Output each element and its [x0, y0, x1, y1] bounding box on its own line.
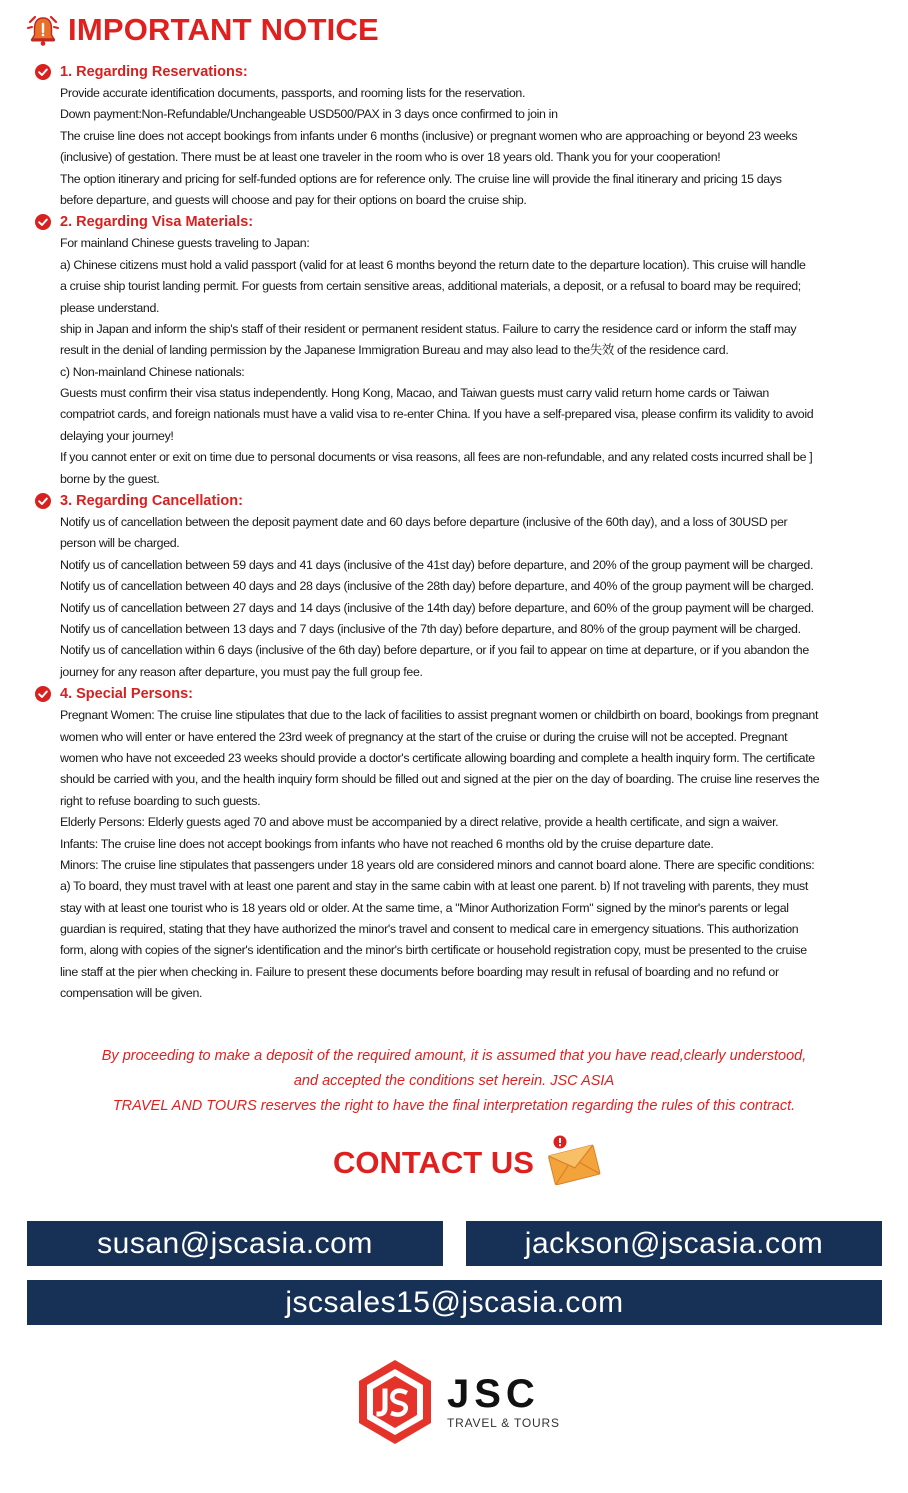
- section-title: 2. Regarding Visa Materials:: [60, 214, 254, 231]
- text-line: Notify us of cancellation between 27 days and 14 days (inclusive of the 14th day) before departure, and 60% of the group payment will be charged.: [60, 600, 814, 615]
- closing-line: By proceeding to make a deposit of the required amount, it is assumed that you have read,clearly understood,: [101, 1048, 807, 1064]
- check-circle-icon: [35, 493, 51, 509]
- text-line: If you cannot enter or exit on time due to personal documents or visa reasons, all fees are non-refundable, and any related costs incurred shall be ]: [60, 450, 813, 465]
- email-jackson[interactable]: jackson@jscasia.com: [466, 1221, 882, 1266]
- section-title: 1. Regarding Reservations:: [60, 64, 248, 80]
- text-line: delaying your journey!: [60, 428, 174, 443]
- section-title: 4. Special Persons:: [60, 686, 193, 703]
- text-line: compensation will be given.: [60, 986, 203, 1001]
- text-line: Notify us of cancellation between the deposit payment date and 60 days before departure (inclusive of the 60th day), and a loss of 30USD per: [60, 515, 788, 530]
- text-line: c) Non-mainland Chinese nationals:: [60, 364, 245, 379]
- text-line: ship in Japan and inform the ship's staff of their resident or permanent resident status. Failure to carry the residence card or inform the staff may: [60, 321, 797, 336]
- text-line: Pregnant Women: The cruise line stipulates that due to the lack of facilities to assist pregnant women or childbirth on board, bookings from pregnant: [60, 708, 819, 723]
- email-jscsales15[interactable]: jscsales15@jscasia.com: [27, 1280, 882, 1325]
- alarm-bell-icon: [26, 13, 60, 47]
- text-line: a) Chinese citizens must hold a valid passport (valid for at least 6 months beyond the return date to the departure location). This cruise will handle: [60, 257, 806, 272]
- section-heading: [35, 683, 885, 705]
- check-circle-icon: [35, 686, 51, 702]
- text-line: For mainland Chinese guests traveling to Japan:: [60, 236, 310, 251]
- text-line: right to refuse boarding to such guests.: [60, 793, 261, 808]
- section-reservations: [35, 61, 885, 211]
- text-line: women who will enter or have entered the 23rd week of pregnancy at the start of the cruise or during the cruise will not be accepted. Pregnant: [60, 729, 788, 744]
- text-line: (inclusive) of gestation. There must be at least one traveler in the room who is over 18 years old. Thank you for your cooperation!: [60, 150, 721, 165]
- text-line: The cruise line does not accept bookings from infants under 6 months (inclusive) or pregnant women who are approaching or beyond 23 weeks: [60, 128, 798, 143]
- section-title: 3. Regarding Cancellation:: [60, 493, 243, 510]
- company-logo: [355, 1358, 560, 1446]
- text-line: Minors: The cruise line stipulates that passengers under 18 years old are considered minors and cannot board alone. There are specific conditions:: [60, 857, 815, 872]
- text-line: result in the denial of landing permission by the Japanese Immigration Bureau and may also lead to the失效 of the residence card.: [60, 343, 729, 358]
- section-heading: [35, 211, 885, 233]
- text-line: Notify us of cancellation within 6 days (inclusive of the 6th day) before departure, or if you fail to appear on time at departure, or if you abandon the: [60, 643, 809, 658]
- text-line: a) To board, they must travel with at least one parent and stay in the same cabin with at least one parent. b) If not traveling with parents, they must: [60, 879, 808, 894]
- section-heading: [35, 61, 885, 83]
- check-circle-icon: [35, 214, 51, 230]
- text-line: compatriot cards, and foreign nationals must have a valid visa to re-enter China. If you have a self-prepared visa, please confirm its validity to avoid: [60, 407, 814, 422]
- text-line: guardian is required, stating that they have authorized the minor's travel and consent to medical care in emergency situations. This authorization: [60, 922, 799, 937]
- section-visa: [35, 211, 885, 490]
- closing-line: and accepted the conditions set herein. JSC ASIA: [293, 1073, 615, 1089]
- check-circle-icon: [35, 64, 51, 80]
- text-line: Provide accurate identification documents, passports, and rooming lists for the reservation.: [60, 86, 526, 100]
- text-line: Infants: The cruise line does not accept bookings from infants who have not reached 6 months old by the cruise departure date.: [60, 836, 714, 851]
- text-line: should be carried with you, and the health inquiry form should be filled out and signed at the pier on the day of boarding. The cruise line reserves the: [60, 772, 820, 787]
- section-cancellation: [35, 490, 885, 683]
- section-heading: [35, 490, 885, 512]
- text-line: form, along with copies of the signer's identification and the minor's birth certificate or household registration copy, must be presented to the cruise: [60, 943, 807, 958]
- text-line: The option itinerary and pricing for self-funded options are for reference only. The cruise line will provide the final itinerary and pricing 15 days: [60, 171, 782, 186]
- text-line: line staff at the pier when checking in. Failure to present these documents before boarding may result in refusal of boarding and no refund or: [60, 964, 779, 979]
- closing-statement: [0, 1044, 908, 1119]
- text-line: please understand.: [60, 300, 160, 315]
- text-line: stay with at least one tourist who is 18 years old or older. At the same time, a "Minor Authorization Form" signed by the minor's parents or legal: [60, 900, 789, 915]
- text-line: journey for any reason after departure, you must pay the full group fee.: [60, 664, 423, 679]
- text-line: Notify us of cancellation between 40 days and 28 days (inclusive of the 28th day) before departure, and 40% of the group payment will be charged.: [60, 579, 814, 594]
- contact-title: CONTACT US: [333, 1145, 534, 1180]
- closing-line: TRAVEL AND TOURS reserves the right to have the final interpretation regarding the rules of this contract.: [112, 1098, 796, 1114]
- page-title: IMPORTANT NOTICE: [68, 12, 379, 47]
- text-line: Guests must confirm their visa status independently. Hong Kong, Macao, and Taiwan guests must carry valid return home cards or Taiwan: [60, 386, 769, 401]
- text-line: Notify us of cancellation between 59 days and 41 days (inclusive of the 41st day) before departure, and 20% of the group payment will be charged.: [60, 557, 814, 572]
- text-line: Elderly Persons: Elderly guests aged 70 and above must be accompanied by a direct relative, provide a health certificate, and sign a waiver.: [60, 815, 779, 830]
- envelope-icon: [546, 1134, 602, 1186]
- notice-header: [26, 10, 379, 50]
- text-line: person will be charged.: [60, 536, 180, 551]
- jsc-hexagon-logo-icon: [355, 1358, 435, 1446]
- text-line: before departure, and guests will choose and pay for their options on board the cruise ship.: [60, 192, 527, 207]
- text-line: women who have not exceeded 23 weeks should provide a doctor's certificate allowing boarding and complete a health inquiry form. The certificate: [60, 750, 815, 765]
- contact-heading: [333, 1140, 602, 1186]
- section-special-persons: [35, 683, 885, 1004]
- email-susan[interactable]: susan@jscasia.com: [27, 1221, 443, 1266]
- text-line: a cruise ship tourist landing permit. For guests from certain sensitive areas, additional materials, a deposit, or a refusal to board may be required;: [60, 279, 801, 294]
- text-line: Down payment:Non-Refundable/Unchangeable USD500/PAX in 3 days once confirmed to join in: [60, 107, 558, 122]
- notice-content: [35, 61, 885, 1005]
- logo-brand: JSC: [447, 1372, 540, 1416]
- text-line: borne by the guest.: [60, 471, 160, 486]
- logo-tagline: TRAVEL & TOURS: [447, 1416, 560, 1430]
- text-line: Notify us of cancellation between 13 days and 7 days (inclusive of the 7th day) before departure, and 80% of the group payment will be charged.: [60, 621, 801, 636]
